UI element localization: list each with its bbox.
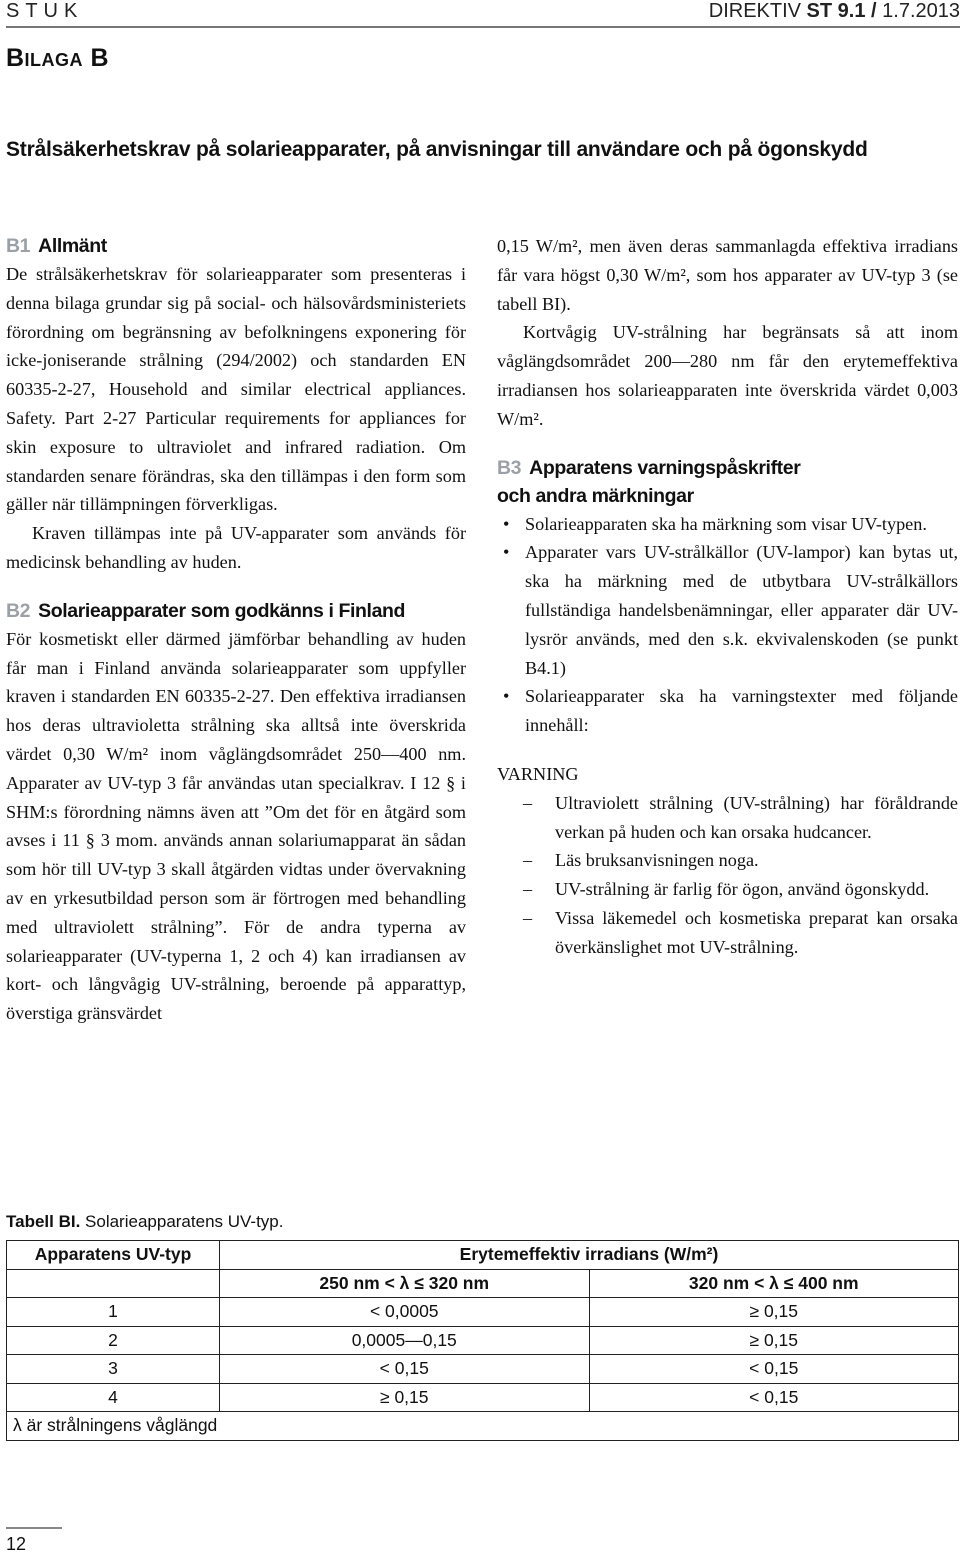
table-cell: < 0,15 [589, 1355, 959, 1384]
list-item: – Vissa läkemedel och kosmetiska preparat kan orsaka överkänslighet mot UV-strålning. [497, 904, 958, 962]
column-header-uvb-range: 250 nm < λ ≤ 320 nm [220, 1269, 590, 1298]
section-b3-title-line-1: Apparatens varningspåskrifter [529, 456, 801, 479]
column-header-irradiance: Erytemeffektiv irradians (W/m²) [220, 1241, 959, 1270]
section-b2-paragraph-1: För kosmetiskt eller därmed jämförbar behandling av huden får man i Finland använda solarieapparater som uppfyller kraven i standarden EN 60335-2-27. Den effektiva irradiansen hos deras ultravioletta strålning ska alltså inte överskrida värdet 0,30 W/m² inom våglängdsområdet 250—400 nm. Apparater av UV-typ 3 får användas utan specialkrav. I 12 § i SHM:s förordning nämns även att ”Om det för en åtgärd som avses i 11 § 3 mom. används annan solariumapparat än sådan som hör till UV-typ 3 skall åtgärden vidtas under övervakning av en yrkesutbildad person som är förtrogen med behandling med ultraviolett strålning”. För de andra typerna av solarieapparater (UV-typerna 1, 2 och 4) kan irradiansen av kort- och långvågig UV-strålning, beroende på apparattyp, överstiga gränsvärdet [6, 628, 466, 1024]
list-item: – Läs bruksanvisningen noga. [497, 846, 958, 875]
table-cell: < 0,15 [220, 1355, 590, 1384]
directive-prefix: DIREKTIV [708, 0, 807, 22]
document-title: Strålsäkerhetskrav på solarieapparater, på anvisningar till användare och på ögonskydd [6, 138, 868, 161]
list-item: – UV-strålning är farlig för ögon, använd ögonskydd. [497, 875, 958, 904]
table-cell: < 0,0005 [220, 1298, 590, 1327]
header-divider [6, 26, 960, 28]
table-cell: 0,0005—0,15 [220, 1326, 590, 1355]
table-cell [7, 1269, 220, 1298]
section-b1-heading [6, 232, 466, 260]
section-b2-paragraph-1-continued: 0,15 W/m², men även deras sammanlagda effektiva irradians får vara högst 0,30 W/m², som hos apparater av UV-typ 3 (se tabell BI). [497, 236, 958, 314]
org-name: STUK [6, 0, 84, 22]
table-subheader-row [7, 1269, 959, 1298]
section-b3-heading [497, 454, 958, 510]
section-b2-title: Solarieapparater som godkänns i Finland [38, 599, 406, 622]
section-b3-number: B3 [497, 456, 522, 479]
warning-label: VARNING [497, 763, 579, 784]
column-header-uva-range: 320 nm < λ ≤ 400 nm [589, 1269, 959, 1298]
list-item: • Apparater vars UV-strålkällor (UV-lampor) kan bytas ut, ska ha märkning med de utbytbara UV-strålkällors fullständiga handelsbenämningar, eller apparater där UV-lysrör används, med den s.k. ekvivalenskoden (se punkt B4.1) [497, 538, 958, 682]
table-row [7, 1326, 959, 1355]
section-b2-paragraph-2: Kortvågig UV-strålning har begränsats så att inom våglängdsområdet 200—280 nm får den erytemeffektiva irradiansen hos solarieapparaten inte överskrida värdet 0,003 W/m². [497, 322, 958, 429]
table-cell: < 0,15 [589, 1383, 959, 1412]
list-item: • Solarieapparater ska ha varningstexter med följande innehåll: [497, 682, 958, 740]
table-caption-label: Tabell BI. [6, 1212, 81, 1231]
section-b1-paragraph-2: Kraven tillämpas inte på UV-apparater som används för medicinsk behandling av huden. [6, 523, 466, 572]
list-item: – Ultraviolett strålning (UV-strålning) har föråldrande verkan på huden och kan orsaka hudcancer. [497, 789, 958, 847]
footer-divider [6, 1527, 62, 1529]
table-row [7, 1355, 959, 1384]
table-caption-text: Solarieapparatens UV-typ. [80, 1212, 284, 1231]
table-footnote: λ är strålningens våglängd [7, 1412, 959, 1441]
table-cell: ≥ 0,15 [220, 1383, 590, 1412]
section-b3-title-line-2: och andra märkningar [497, 484, 694, 507]
annex-title: Bilaga B [6, 44, 110, 72]
table-cell: 2 [7, 1326, 220, 1355]
table-row [7, 1298, 959, 1327]
table-cell: 1 [7, 1298, 220, 1327]
section-b1-paragraph-1: De strålsäkerhetskrav för solarieapparater som presenteras i denna bilaga grundar sig på social- och hälsovårdsministeriets förordning om begränsning av befolkningens exponering för icke-joniserande strålning (294/2002) och standarden EN 60335-2-27, Household and similar electrical appliances. Safety. Part 2-27 Particular requirements for appliances for skin exposure to ultraviolet and infrared radiation. Om standarden senare förändras, ska den tillämpas i den form som gäller när tillämpningen förverkligas. [6, 264, 466, 515]
section-b1-title: Allmänt [38, 235, 107, 257]
table-footnote-row [7, 1412, 959, 1441]
table-cell: 4 [7, 1383, 220, 1412]
table-header-row [7, 1241, 959, 1270]
table-cell: ≥ 0,15 [589, 1298, 959, 1327]
directive-separator: / [865, 0, 883, 22]
uv-type-table [6, 1240, 959, 1441]
labeling-requirements-list [497, 510, 958, 740]
page-number: 12 [6, 1534, 27, 1554]
section-b2-number: B2 [6, 599, 31, 622]
section-b2-heading [6, 597, 466, 625]
right-column [497, 232, 958, 962]
list-item: • Solarieapparaten ska ha märkning som visar UV-typen. [497, 510, 958, 539]
page-header [6, 0, 960, 26]
warning-text-list [497, 789, 958, 962]
column-header-uv-type: Apparatens UV-typ [7, 1241, 220, 1270]
table-cell: ≥ 0,15 [589, 1326, 959, 1355]
table-cell: 3 [7, 1355, 220, 1384]
directive-label [709, 0, 960, 23]
left-column [6, 232, 466, 1028]
table-caption [6, 1212, 283, 1232]
table-row [7, 1383, 959, 1412]
section-b1-number: B1 [6, 235, 31, 257]
directive-code: ST 9.1 [806, 0, 866, 22]
directive-date: 1.7.2013 [882, 0, 960, 22]
